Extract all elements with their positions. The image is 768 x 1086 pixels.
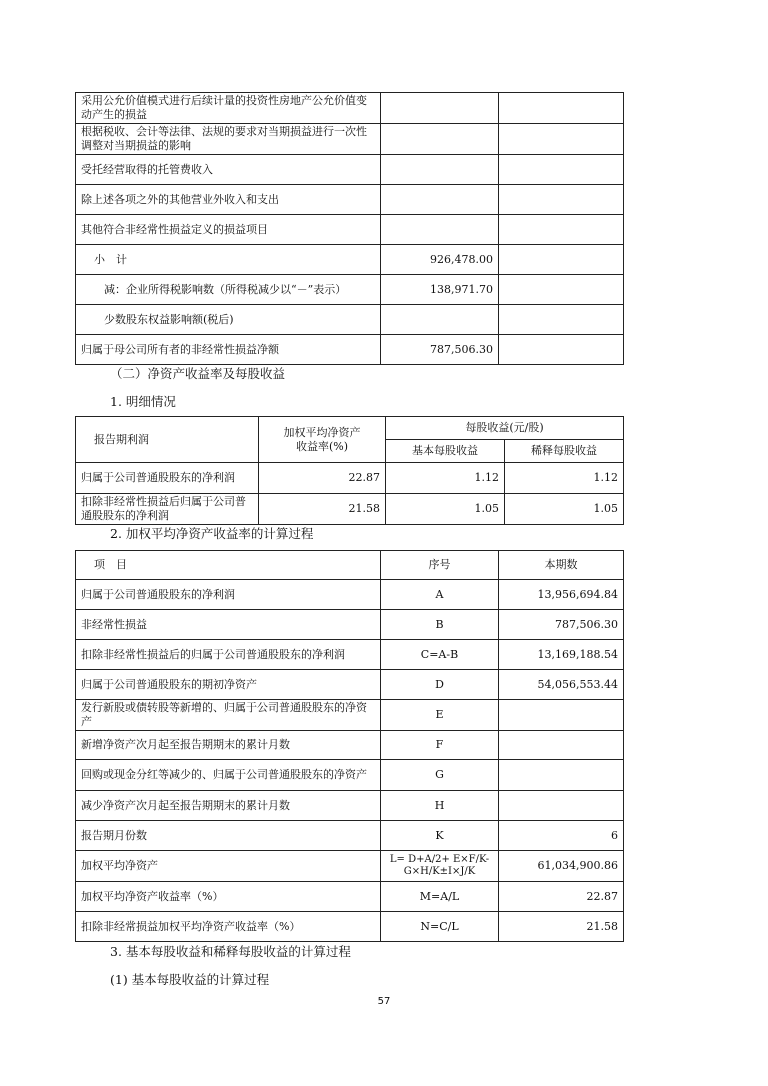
row-extra <box>499 335 624 365</box>
row-label: 少数股东权益影响额(税后) <box>76 305 381 335</box>
row-amount: 6 <box>499 821 624 851</box>
row-amount: 13,169,188.54 <box>499 640 624 670</box>
table-row <box>76 245 624 275</box>
table-row <box>76 640 624 670</box>
row-seq: B <box>381 610 499 640</box>
row-extra <box>499 155 624 185</box>
row-value <box>381 215 499 245</box>
row-label: 小 计 <box>76 245 381 275</box>
table-row <box>76 760 624 791</box>
row-item: 扣除非经常损益加权平均净资产收益率（%） <box>76 912 381 942</box>
row-label: 扣除非经常性损益后归属于公司普通股股东的净利润 <box>76 494 259 525</box>
table-row <box>76 882 624 912</box>
row-extra <box>499 245 624 275</box>
row-item: 归属于公司普通股股东的净利润 <box>76 580 381 610</box>
row-seq: H <box>381 791 499 821</box>
table-row <box>76 670 624 700</box>
row-seq: F <box>381 731 499 760</box>
row-seq: E <box>381 700 499 731</box>
table-row <box>76 731 624 760</box>
roe-eps-table <box>75 416 624 525</box>
row-extra <box>499 124 624 155</box>
table-header-row <box>76 417 624 440</box>
row-item: 非经常性损益 <box>76 610 381 640</box>
table-row <box>76 791 624 821</box>
row-value: 926,478.00 <box>381 245 499 275</box>
header-roe: 加权平均净资产收益率(%) <box>259 417 386 463</box>
row-value: 787,506.30 <box>381 335 499 365</box>
table-row <box>76 335 624 365</box>
row-label: 减：企业所得税影响数（所得税减少以“－”表示） <box>76 275 381 305</box>
row-value <box>381 93 499 124</box>
table-row <box>76 851 624 882</box>
table-row <box>76 215 624 245</box>
table-header-row <box>76 551 624 580</box>
row-label: 归属于母公司所有者的非经常性损益净额 <box>76 335 381 365</box>
row-item: 加权平均净资产收益率（%） <box>76 882 381 912</box>
row-item: 报告期月份数 <box>76 821 381 851</box>
row-amount <box>499 731 624 760</box>
sub-heading: 1. 明细情况 <box>110 394 176 409</box>
row-item: 回购或现金分红等减少的、归属于公司普通股股东的净资产 <box>76 760 381 791</box>
row-label: 归属于公司普通股股东的净利润 <box>76 463 259 494</box>
row-amount: 22.87 <box>499 882 624 912</box>
row-item: 发行新股或债转股等新增的、归属于公司普通股股东的净资产 <box>76 700 381 731</box>
row-label: 除上述各项之外的其他营业外收入和支出 <box>76 185 381 215</box>
row-item: 归属于公司普通股股东的期初净资产 <box>76 670 381 700</box>
header-eps: 每股收益(元/股) <box>386 417 624 440</box>
row-item: 减少净资产次月起至报告期期末的累计月数 <box>76 791 381 821</box>
table-row <box>76 305 624 335</box>
row-label: 受托经营取得的托管费收入 <box>76 155 381 185</box>
table-row <box>76 494 624 525</box>
row-seq: D <box>381 670 499 700</box>
table-row <box>76 155 624 185</box>
header-item: 项 目 <box>76 551 381 580</box>
table-row <box>76 580 624 610</box>
row-item: 加权平均净资产 <box>76 851 381 882</box>
header-basic-eps: 基本每股收益 <box>386 440 505 463</box>
row-value: 138,971.70 <box>381 275 499 305</box>
row-seq: K <box>381 821 499 851</box>
row-extra <box>499 275 624 305</box>
row-value <box>381 155 499 185</box>
row-basic-eps: 1.05 <box>386 494 505 525</box>
header-seq: 序号 <box>381 551 499 580</box>
table-row <box>76 275 624 305</box>
row-diluted-eps: 1.12 <box>505 463 624 494</box>
row-value <box>381 124 499 155</box>
row-amount: 21.58 <box>499 912 624 942</box>
page-number: 57 <box>377 996 391 1007</box>
row-seq: C=A-B <box>381 640 499 670</box>
row-item: 新增净资产次月起至报告期期末的累计月数 <box>76 731 381 760</box>
section-heading: （二）净资产收益率及每股收益 <box>110 366 286 381</box>
table-row <box>76 610 624 640</box>
non-recurring-table <box>75 92 624 365</box>
sub-heading: 2. 加权平均净资产收益率的计算过程 <box>110 526 314 541</box>
row-amount <box>499 700 624 731</box>
row-value <box>381 305 499 335</box>
row-extra <box>499 93 624 124</box>
table-row <box>76 463 624 494</box>
row-seq: L= D+A/2+ E×F/K-G×H/K±I×J/K <box>381 851 499 882</box>
row-amount: 787,506.30 <box>499 610 624 640</box>
sub-heading: (1) 基本每股收益的计算过程 <box>110 972 270 987</box>
row-roe: 22.87 <box>259 463 386 494</box>
sub-heading: 3. 基本每股收益和稀释每股收益的计算过程 <box>110 944 351 959</box>
row-value <box>381 185 499 215</box>
header-amount: 本期数 <box>499 551 624 580</box>
table-row <box>76 93 624 124</box>
row-label: 根据税收、会计等法律、法规的要求对当期损益进行一次性调整对当期损益的影响 <box>76 124 381 155</box>
table-row <box>76 185 624 215</box>
row-amount: 54,056,553.44 <box>499 670 624 700</box>
row-amount: 13,956,694.84 <box>499 580 624 610</box>
row-item: 扣除非经常性损益后的归属于公司普通股股东的净利润 <box>76 640 381 670</box>
table-row <box>76 700 624 731</box>
row-seq: A <box>381 580 499 610</box>
row-seq: G <box>381 760 499 791</box>
table-row <box>76 821 624 851</box>
table-row <box>76 912 624 942</box>
row-extra <box>499 305 624 335</box>
table-row <box>76 124 624 155</box>
row-label: 其他符合非经常性损益定义的损益项目 <box>76 215 381 245</box>
header-diluted-eps: 稀释每股收益 <box>505 440 624 463</box>
header-period: 报告期利润 <box>76 417 259 463</box>
row-diluted-eps: 1.05 <box>505 494 624 525</box>
roe-calculation-table <box>75 550 624 942</box>
row-seq: M=A/L <box>381 882 499 912</box>
row-label: 采用公允价值模式进行后续计量的投资性房地产公允价值变动产生的损益 <box>76 93 381 124</box>
row-seq: N=C/L <box>381 912 499 942</box>
row-amount: 61,034,900.86 <box>499 851 624 882</box>
row-roe: 21.58 <box>259 494 386 525</box>
row-extra <box>499 185 624 215</box>
row-basic-eps: 1.12 <box>386 463 505 494</box>
row-amount <box>499 760 624 791</box>
row-extra <box>499 215 624 245</box>
row-amount <box>499 791 624 821</box>
